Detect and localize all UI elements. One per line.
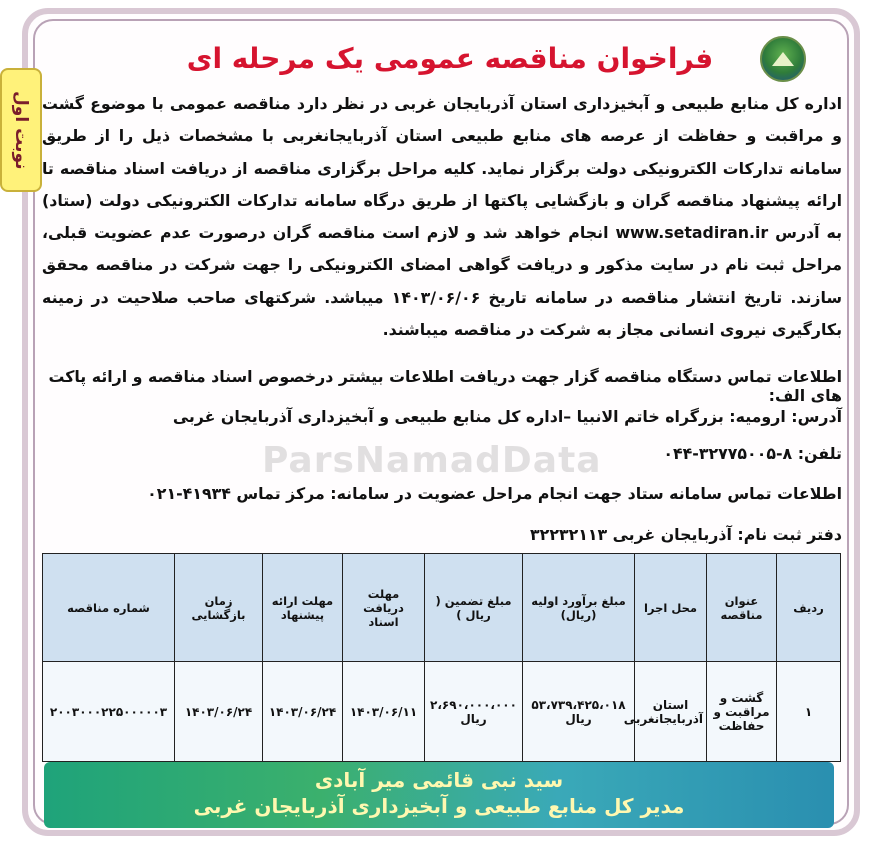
setad-url-link[interactable]: www.setadiran.ir bbox=[615, 223, 769, 243]
cell-doc-deadline: ۱۴۰۳/۰۶/۱۱ bbox=[343, 662, 425, 762]
header-opening: زمان بازگشایی bbox=[175, 554, 263, 662]
cell-location: استان آذربایجانغربی bbox=[635, 662, 707, 762]
cell-tender-number: ۲۰۰۳۰۰۰۲۲۵۰۰۰۰۰۳ bbox=[43, 662, 175, 762]
organization-logo-icon bbox=[760, 36, 806, 82]
cell-opening: ۱۴۰۳/۰۶/۲۴ bbox=[175, 662, 263, 762]
contact-phone: تلفن: ۸-۳۲۷۷۵۰۰۵-۰۴۴ bbox=[663, 444, 842, 463]
contact-address: آدرس: ارومیه: بزرگراه خاتم الانبیا –اداره کل منابع طبیعی و آبخیزداری آذربایجان غربی bbox=[172, 407, 842, 426]
watermark: ParsNamadData bbox=[262, 440, 602, 481]
table-header-row bbox=[43, 554, 841, 662]
cell-row-number: ۱ bbox=[777, 662, 841, 762]
cell-guarantee: ۲،۶۹۰،۰۰۰،۰۰۰ ریال bbox=[425, 662, 523, 762]
contact-registry: دفتر ثبت نام: آذربایجان غربی ۳۲۲۳۲۱۱۳ bbox=[530, 525, 842, 544]
notice-paragraph bbox=[42, 88, 842, 346]
signature-banner bbox=[44, 762, 834, 828]
paragraph-part-1: اداره کل منابع طبیعی و آبخیزداری استان آذربایجان غربی در نظر دارد مناقصه عمومی با موضوع گشت و مراقبت و حفاظت از عرصه های منابع طبیعی استان آذربایجانغربی با مشخصات ذیل را از طریق سامانه تدارکات الکترونیکی دولت برگزار نماید. کلیه مراحل برگزاری مناقصه از دریافت اسناد مناقصه تا ارائه پیشنهاد مناقصه گران و بازگشایی پاکتها از طریق درگاه سامانه تدارکات الکترونیکی دولت (ستاد) به آدرس bbox=[42, 94, 843, 243]
header-bid-deadline: مهلت ارائه پیشنهاد bbox=[263, 554, 343, 662]
header-estimate: مبلغ برآورد اولیه (ریال) bbox=[523, 554, 635, 662]
paragraph-part-2: انجام خواهد شد و لازم است مناقصه گران درصورت عدم عضویت قبلی، مراحل ثبت نام در سایت مذکور و دریافت گواهی امضای الکترونیکی را جهت شرکت در مناقصه محقق سازند. تاریخ انتشار مناقصه در سامانه تاریخ ۱۴۰۳/۰۶/۰۶ میباشد. شرکتهای صاحب صلاحیت در زمینه بکارگیری نیروی انسانی مجاز به شرکت در مناقصه میباشند. bbox=[42, 223, 842, 340]
header-location: محل اجرا bbox=[635, 554, 707, 662]
header-tender-number: شماره مناقصه bbox=[43, 554, 175, 662]
cell-bid-deadline: ۱۴۰۳/۰۶/۲۴ bbox=[263, 662, 343, 762]
contact-setad: اطلاعات تماس سامانه ستاد جهت انجام مراحل عضویت در سامانه: مرکز تماس ۴۱۹۳۴-۰۲۱ bbox=[147, 484, 842, 503]
notice-title: فراخوان مناقصه عمومی یک مرحله ای bbox=[186, 42, 714, 75]
tender-table bbox=[42, 553, 841, 762]
header-doc-deadline: مهلت دریافت اسناد bbox=[343, 554, 425, 662]
header-guarantee: مبلغ تضمین ( ریال ) bbox=[425, 554, 523, 662]
side-tab bbox=[0, 68, 42, 192]
signatory-name: سید نبی قائمی میر آبادی bbox=[314, 768, 564, 792]
contact-heading: اطلاعات تماس دستگاه مناقصه گزار جهت دریافت اطلاعات بیشتر درخصوص اسناد مناقصه و ارائه پاکت های الف: bbox=[48, 367, 842, 405]
header-row-number: ردیف bbox=[777, 554, 841, 662]
cell-estimate: ۵۳،۷۳۹،۴۲۵،۰۱۸ ریال bbox=[523, 662, 635, 762]
side-tab-label: نوبت اول bbox=[11, 90, 31, 170]
table-row bbox=[43, 662, 841, 762]
cell-subject: گشت و مراقبت و حفاظت bbox=[707, 662, 777, 762]
signatory-role: مدیر کل منابع طبیعی و آبخیزداری آذربایجان غربی bbox=[193, 794, 685, 818]
header-subject: عنوان مناقصه bbox=[707, 554, 777, 662]
